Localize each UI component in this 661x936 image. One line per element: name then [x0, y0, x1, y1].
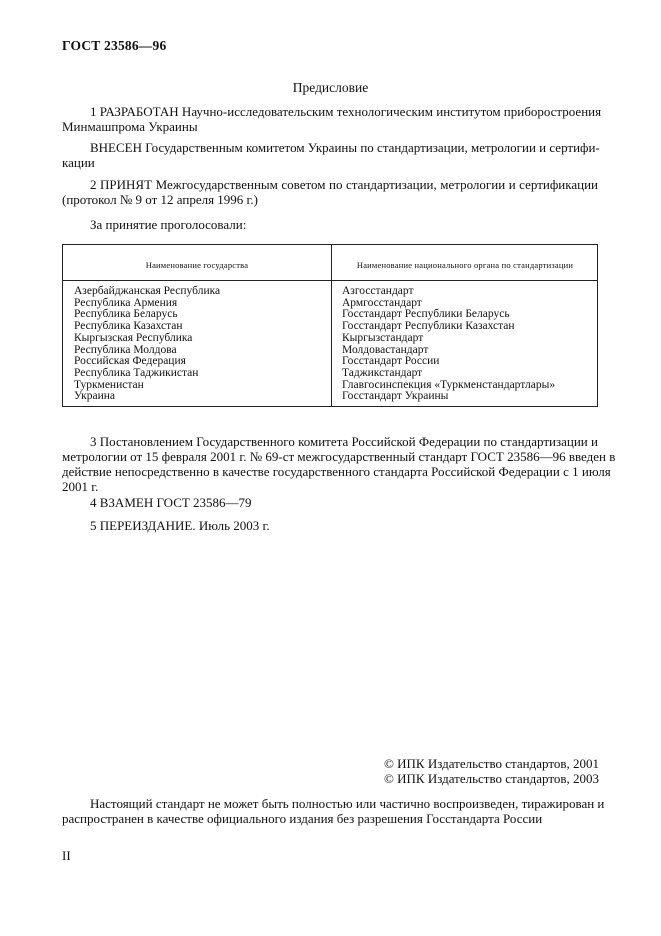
item-3-line: 2001 г. — [62, 479, 99, 494]
table-cell-state: Азербайджанская Республика — [74, 285, 221, 297]
table-cell-body: Армгосстандарт — [342, 296, 422, 309]
member-states-table — [62, 244, 598, 407]
item-3-paragraph — [62, 434, 616, 494]
notice-line: распространен в качестве официального издания без разрешения Госстандарта России — [62, 811, 543, 826]
item-3-line: метрологии от 15 февраля 2001 г. № 69-ст межгосударственный стандарт ГОСТ 23586—96 введен в — [62, 449, 616, 464]
item-1-line: 1 РАЗРАБОТАН Научно-исследовательским технологическим институтом приборостроения — [90, 104, 602, 119]
item-5-paragraph: 5 ПЕРЕИЗДАНИЕ. Июль 2003 г. — [90, 518, 270, 533]
item-2-line: (протокол № 9 от 12 апреля 1996 г.) — [62, 192, 258, 207]
introduced-line: ВНЕСЕН Государственным комитетом Украины по стандартизации, метрологии и сертифи- — [90, 140, 600, 155]
foreword-title: Предисловие — [292, 80, 369, 95]
table-cell-body: Госстандарт Республики Беларусь — [342, 308, 510, 321]
voted-label: За принятие проголосовали: — [90, 217, 247, 232]
table-cell-body: Главгосинспекция «Туркменстандартлары» — [342, 378, 556, 391]
table-cell-body: Молдовастандарт — [342, 343, 429, 356]
item-3-line: 3 Постановлением Государственного комитета Российской Федерации по стандартизации и — [90, 434, 598, 449]
table-cell-state: Республика Таджикистан — [74, 366, 199, 379]
document-code: ГОСТ 23586—96 — [62, 38, 167, 53]
introduced-line: кации — [62, 155, 95, 170]
copyright-line: © ИПК Издательство стандартов, 2001 — [384, 756, 599, 771]
item-4-paragraph: 4 ВЗАМЕН ГОСТ 23586—79 — [90, 495, 252, 510]
table-cell-body: Госстандарт Республики Казахстан — [342, 320, 515, 333]
table-cell-state: Кыргызская Республика — [74, 331, 193, 344]
item-3-line: действие непосредственно в качестве государственного стандарта Российской Федерации с 1 июля — [62, 464, 611, 479]
notice-line: Настоящий стандарт не может быть полностью или частично воспроизведен, тиражирован и — [90, 796, 605, 811]
table-cell-state: Туркменистан — [74, 378, 144, 391]
item-1-line: Минмашпрома Украины — [62, 119, 198, 134]
table-header-state: Наименование государства — [145, 260, 249, 270]
page-number: II — [62, 848, 71, 863]
item-1-paragraph — [62, 104, 602, 134]
copyright-line: © ИПК Издательство стандартов, 2003 — [384, 771, 599, 786]
table-header-divider — [63, 280, 597, 281]
bodies-column — [342, 286, 555, 403]
table-cell-state: Республика Армения — [74, 296, 178, 309]
table-cell-state: Российская Федерация — [74, 355, 186, 368]
table-cell-body: Таджикстандарт — [342, 366, 423, 379]
table-cell-body: Кыргызстандарт — [342, 331, 424, 344]
table-cell-body: Азгосстандарт — [342, 285, 414, 297]
copyright-block — [384, 756, 598, 786]
states-column — [74, 286, 220, 403]
item-2-line: 2 ПРИНЯТ Межгосударственным советом по стандартизации, метрологии и сертификации — [90, 177, 598, 192]
table-cell-state: Республика Казахстан — [74, 320, 183, 333]
table-cell-state: Республика Молдова — [74, 343, 177, 356]
introduced-paragraph — [62, 140, 598, 170]
reproduction-notice — [62, 796, 605, 826]
table-cell-body: Госстандарт России — [342, 355, 440, 368]
item-2-paragraph — [62, 177, 598, 207]
table-header-body: Наименование национального органа по стандартизации — [356, 260, 574, 270]
table-cell-state: Республика Беларусь — [74, 308, 178, 321]
table-cell-state: Украина — [74, 390, 115, 403]
table-cell-body: Госстандарт Украины — [342, 390, 449, 403]
